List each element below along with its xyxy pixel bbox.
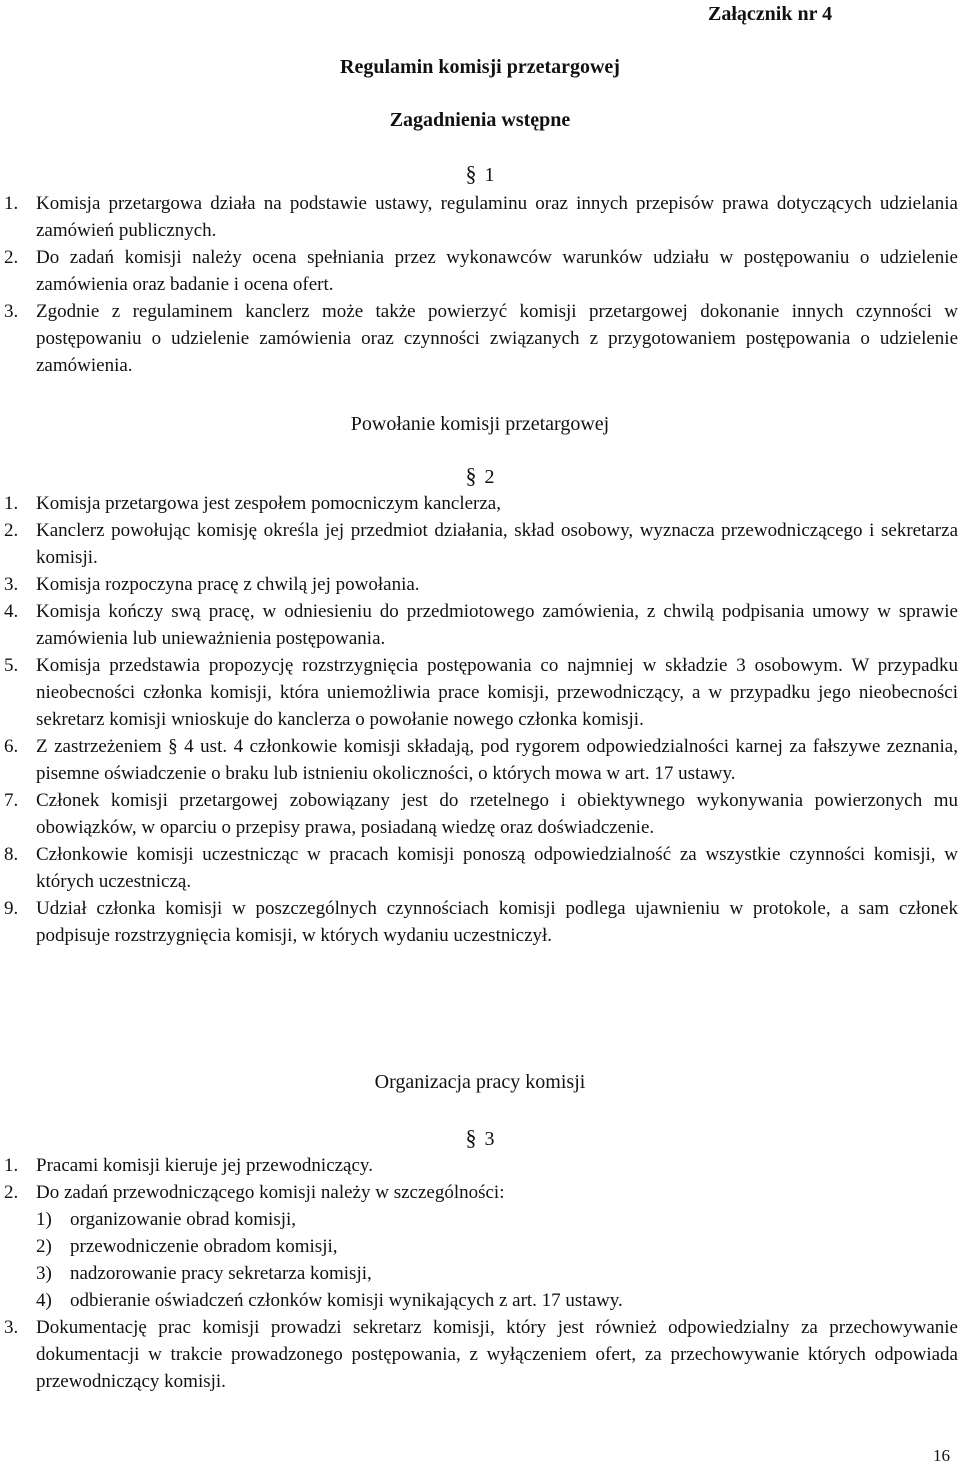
paragraph-sign: §: [465, 161, 477, 186]
paragraph-sign: §: [465, 463, 477, 488]
paragraph-number: 2: [484, 466, 495, 488]
paragraph-number: 1: [484, 164, 495, 186]
list-item: 1. Komisja przetargowa działa na podstawie ustawy, regulaminu oraz innych przepisów prawa dotyczących udzielania zamówień publicznych.: [4, 193, 958, 241]
list-item: 2. Kanclerz powołując komisję określa jej przedmiot działania, skład osobowy, wyznacza przewodniczącego i sekretarza komisji.: [4, 520, 958, 568]
list-item: 9. Udział członka komisji w poszczególnych czynnościach komisji podlega ujawnieniu w protokole, a sam członek podpisuje rozstrzygnięcia komisji, w których wydaniu uczestniczył.: [4, 898, 958, 946]
sublist-item: 3) nadzorowanie pracy sekretarza komisji,: [36, 1263, 372, 1284]
list-item: 7. Członek komisji przetargowej zobowiązany jest do rzetelnego i obiektywnego wykonywania powierzonych mu obowiązków, w oparciu o przepisy prawa, posiadaną wiedzę oraz doświadczenie.: [4, 790, 958, 838]
list-item: 4. Komisja kończy swą pracę, w odniesieniu do przedmiotowego zamówienia, z chwilą podpisania umowy w sprawie zamówienia lub unieważnienia postępowania.: [4, 601, 958, 649]
list-item: 8. Członkowie komisji uczestnicząc w pracach komisji ponoszą odpowiedzialność za wszystkie czynności komisji, w których uczestniczą.: [4, 844, 958, 892]
page-number: 16: [933, 1446, 950, 1465]
document-title: Regulamin komisji przetargowej: [340, 56, 620, 78]
paragraph-sign: §: [465, 1125, 477, 1150]
sublist-item: 4) odbieranie oświadczeń członków komisji wynikających z art. 17 ustawy.: [36, 1290, 623, 1311]
list-item: 2. Do zadań komisji należy ocena spełniania przez wykonawców warunków udziału w postępowaniu o udzielenie zamówienia oraz badanie i ocena ofert.: [4, 247, 958, 295]
list-item: 5. Komisja przedstawia propozycję rozstrzygnięcia postępowania co najmniej w składzie 3 osobowym. W przypadku nieobecności członka komisji, która uniemożliwia prace komisji, przewodniczący, a w przypadku jego nieobecności sekretarz komisji wnioskuje do kanclerza o powołanie nowego członka komisji.: [4, 655, 958, 730]
section-heading-intro: Zagadnienia wstępne: [389, 109, 571, 131]
duties-sublist: [36, 1206, 958, 1314]
annex-label: Załącznik nr 4: [708, 3, 833, 25]
list-item: 3. Komisja rozpoczyna pracę z chwilą jej powołania.: [4, 574, 420, 595]
list-item: 3. Zgodnie z regulaminem kanclerz może także powierzyć komisji przetargowej dokonanie innych czynności w postępowaniu o udzielenie zamówienia oraz czynności związanych z przygotowaniem postępowania o udzielenie zamówienia.: [4, 301, 958, 376]
paragraph-mark-2: [0, 462, 960, 491]
section-heading-appointment: Powołanie komisji przetargowej: [350, 413, 610, 435]
list-item: 2. Do zadań przewodniczącego komisji należy w szczególności: 1) organizowanie obrad komisji, 2) przewodniczenie obradom komisji, 3) nadzorowanie pracy sekretarza komisji, 4) odbieranie oświadczeń członków komisji wynikających z art. 17 ustawy.: [4, 1179, 958, 1314]
list-item: 3. Dokumentację prac komisji prowadzi sekretarz komisji, który jest również odpowiedzialny za przechowywanie dokumentacji w trakcie prowadzonego postępowania, z wyłączeniem ofert, za przechowywanie których odpowiada przewodniczący komisji.: [4, 1317, 958, 1392]
list-item: 6. Z zastrzeżeniem § 4 ust. 4 członkowie komisji składają, pod rygorem odpowiedzialności karnej za fałszywe zeznania, pisemne oświadczenie o braku lub istnieniu okoliczności, o których mowa w art. 17 ustawy.: [4, 736, 958, 784]
sublist-item: 1) organizowanie obrad komisji,: [36, 1209, 297, 1230]
paragraph-number: 3: [484, 1128, 495, 1150]
list-item: 1. Komisja przetargowa jest zespołem pomocniczym kanclerza,: [4, 493, 501, 514]
list-item: 1. Pracami komisji kieruje jej przewodniczący.: [4, 1155, 373, 1176]
paragraph-mark-1: [0, 160, 960, 189]
section-3-list: [4, 1152, 958, 1395]
sublist-item: 2) przewodniczenie obradom komisji,: [36, 1236, 338, 1257]
section-heading-organization: Organizacja pracy komisji: [374, 1071, 586, 1093]
paragraph-mark-3: [0, 1124, 960, 1153]
section-1-list: [4, 190, 958, 379]
section-2-list: [4, 490, 958, 949]
